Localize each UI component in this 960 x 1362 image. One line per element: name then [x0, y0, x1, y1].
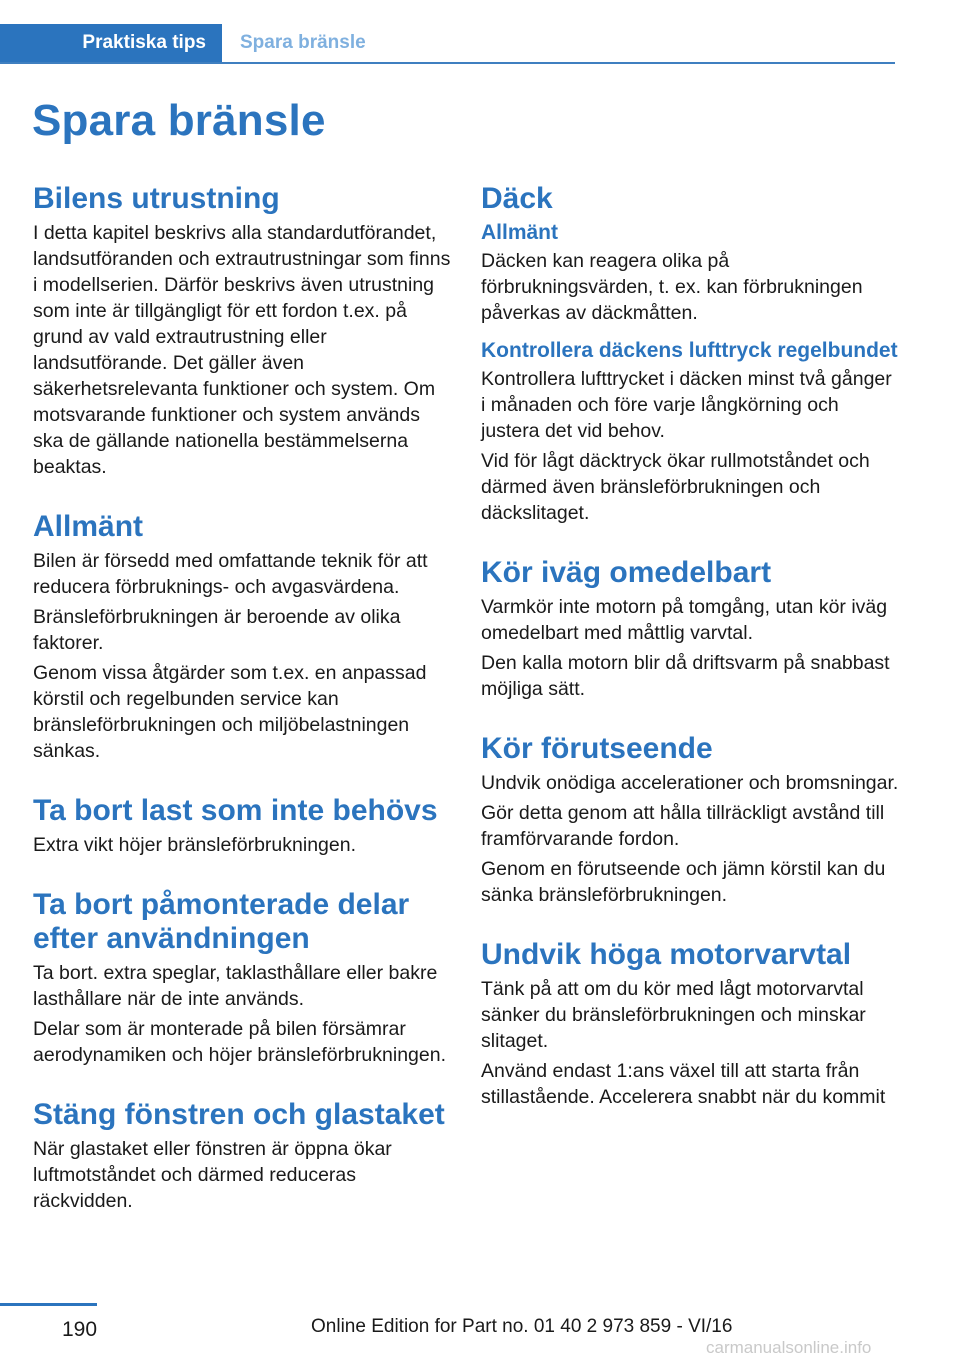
watermark: carmanualsonline.info — [706, 1338, 872, 1357]
section-kor-forutseende — [481, 732, 899, 908]
header-page-title: Spara bränsle — [240, 32, 366, 53]
footer-rule — [0, 1303, 97, 1306]
section-heading: Kör förutseende — [481, 732, 713, 765]
paragraph: Bilen är försedd med omfattande teknik för att reducera förbruknings- och avgasvärdena. — [33, 550, 428, 598]
paragraph: Tänk på att om du kör med lågt motorvarvtal sänker du bränsleförbrukningen och minskar slitaget. — [481, 978, 866, 1052]
section-heading: Däck — [481, 182, 553, 215]
paragraph: Undvik onödiga accelerationer och bromsningar. — [481, 772, 899, 794]
section-stang-fonstren — [33, 1098, 451, 1214]
paragraph: Använd endast 1:ans växel till att starta från stillastående. Accelerera snabbt när du kommit — [481, 1060, 886, 1108]
section-dack — [481, 182, 899, 526]
page-title: Spara bränsle — [32, 96, 326, 145]
section-kor-ivag — [481, 556, 899, 702]
section-ta-bort-delar — [33, 888, 451, 1068]
section-bilens-utrustning — [33, 182, 451, 480]
paragraph: Varmkör inte motorn på tomgång, utan kör iväg omedelbart med måttlig varvtal. — [481, 596, 888, 644]
section-heading: Undvik höga motorvarvtal — [481, 938, 852, 971]
paragraph: Extra vikt höjer bränsleförbrukningen. — [33, 834, 356, 856]
paragraph: Ta bort. extra speglar, taklasthållare eller bakre lasthållare när de inte används. — [33, 962, 438, 1010]
paragraph: Vid för lågt däcktryck ökar rullmotståndet och därmed även bränsleförbrukningen och däckslitaget. — [481, 450, 870, 524]
paragraph: Genom vissa åtgärder som t.ex. en anpassad körstil och regelbunden service kan bränsleförbrukningen och miljöbelastningen sänkas. — [33, 662, 427, 762]
section-heading: Stäng fönstren och glastaket — [33, 1098, 445, 1131]
paragraph: I detta kapitel beskrivs alla standardutförandet, landsutföranden och extrautrustningar som finns i modellserien. Därför beskrivs även utrustning som inte är tillgängligt för ett fordon t.ex. på grund av vald extrautrustning eller landsutförande. Det gäller även säkerhetsrelevanta funktioner och system. Om motsvarande funktioner och system används ska de gällande nationella bestämmelserna beaktas. — [33, 222, 451, 478]
section-undvik-varvtal — [481, 938, 899, 1110]
header-section-tab: Praktiska tips — [0, 24, 222, 62]
paragraph: Bränsleförbrukningen är beroende av olika faktorer. — [33, 606, 401, 654]
section-ta-bort-last — [33, 794, 451, 858]
section-heading: Allmänt — [33, 510, 144, 543]
section-heading: Ta bort last som inte behövs — [33, 794, 438, 827]
subsection-allmant — [481, 220, 899, 326]
section-allmant — [33, 510, 451, 764]
subsection-heading: Kontrollera däckens lufttryck regelbundet — [481, 339, 898, 362]
edition-note: Online Edition for Part no. 01 40 2 973 859 - VI/16 — [311, 1316, 733, 1337]
paragraph: Kontrollera lufttrycket i däcken minst två gånger i månaden och före varje långkörning och justera det vid behov. — [481, 368, 892, 442]
left-column — [33, 182, 451, 1244]
subsection-lufttryck — [481, 338, 899, 526]
page-number: 190 — [62, 1318, 98, 1341]
section-heading: Bilens utrustning — [33, 182, 280, 215]
subsection-heading: Allmänt — [481, 221, 559, 244]
paragraph: Delar som är monterade på bilen försämrar aerodynamiken och höjer bränsleförbrukningen. — [33, 1018, 447, 1066]
paragraph: Däcken kan reagera olika på förbrukningsvärden, t. ex. kan förbrukningen påverkas av däckmåtten. — [481, 250, 863, 324]
paragraph: Genom en förutseende och jämn körstil kan du sänka bränsleförbrukningen. — [481, 858, 886, 906]
paragraph: Den kalla motorn blir då driftsvarm på snabbast möjliga sätt. — [481, 652, 890, 700]
right-column — [481, 182, 899, 1140]
running-header — [0, 24, 895, 64]
section-heading: Ta bort påmonterade delar efter användningen — [33, 888, 410, 955]
paragraph: När glastaket eller fönstren är öppna ökar luftmotståndet och därmed reduceras räckvidden. — [33, 1138, 392, 1212]
paragraph: Gör detta genom att hålla tillräckligt avstånd till framförvarande fordon. — [481, 802, 885, 850]
section-heading: Kör iväg omedelbart — [481, 556, 772, 589]
